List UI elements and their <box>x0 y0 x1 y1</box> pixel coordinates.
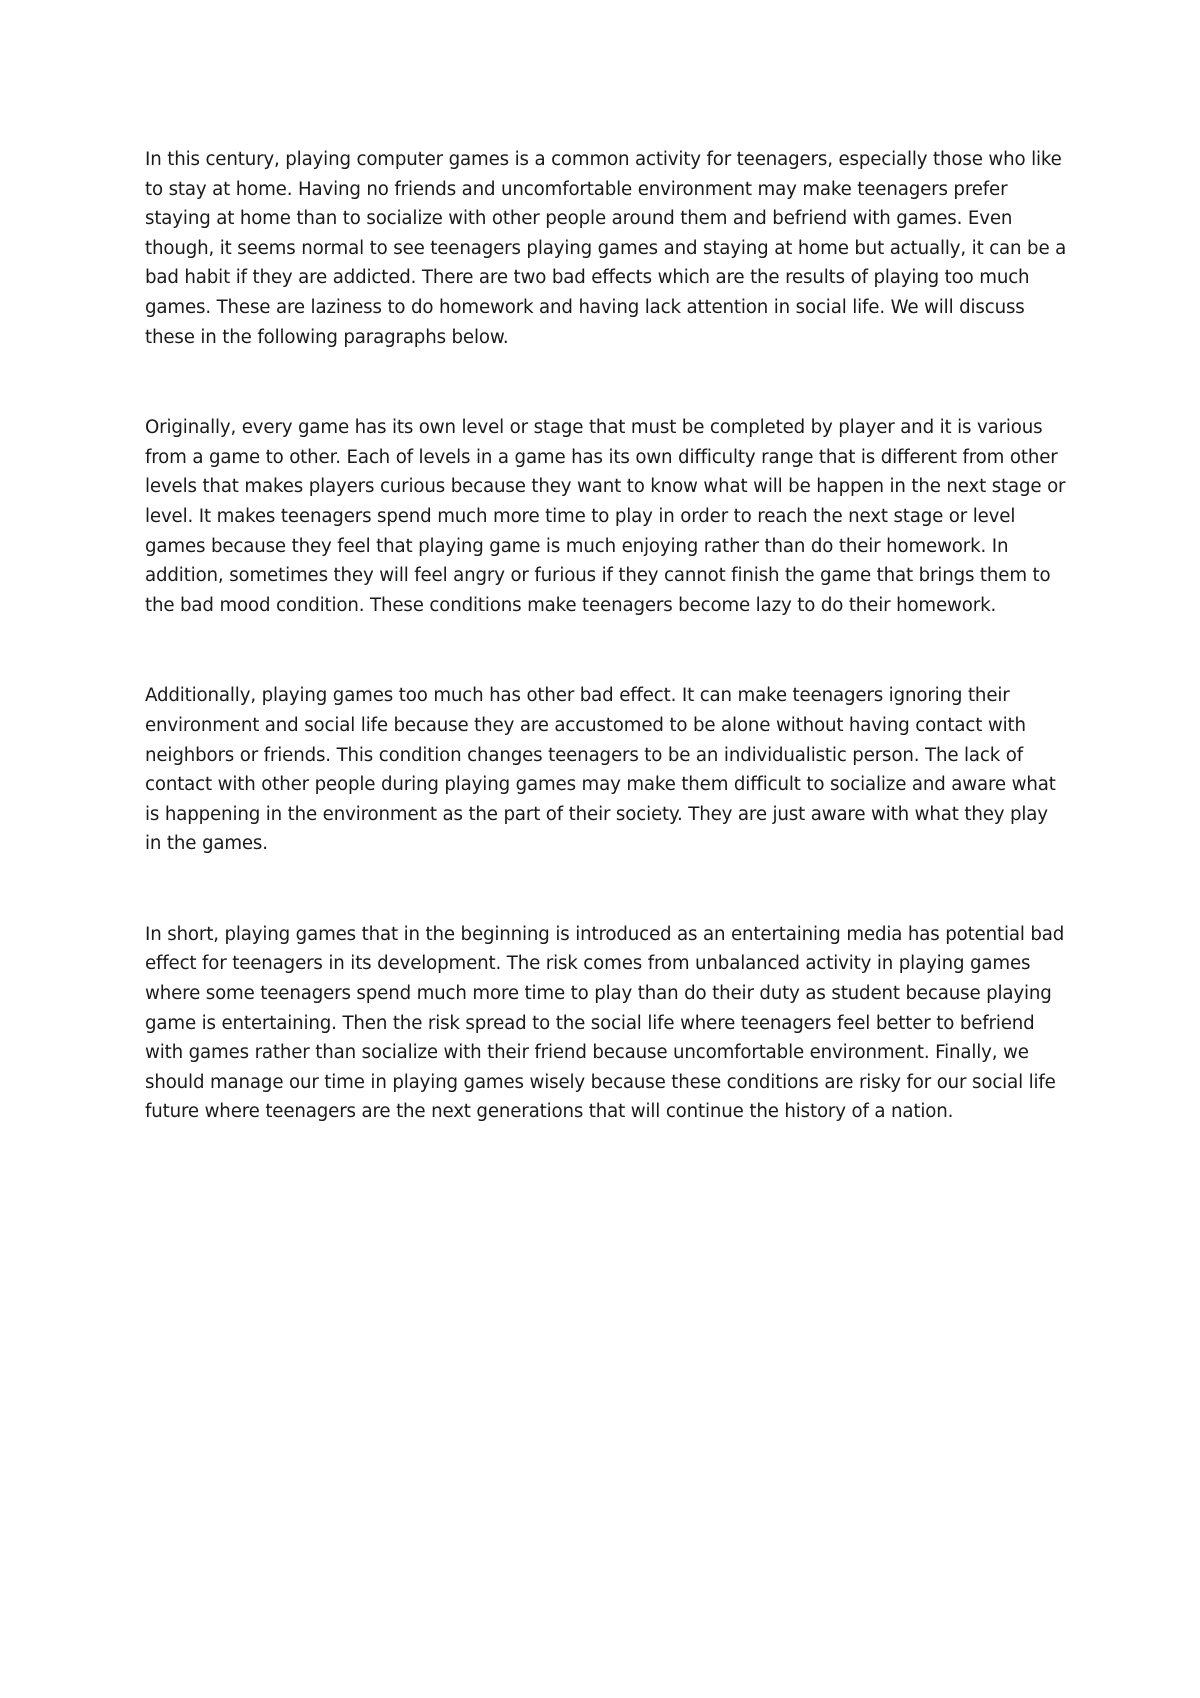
paragraph-social-life: Additionally, playing games too much has other bad effect. It can make teenagers ignoring their environment and social life because they are accustomed to be alone without having contact with neighbors or friends. This condition changes teenagers to be an individualistic person. The lack of contact with other people during playing games may make them difficult to socialize and aware what is happening in the environment as the part of their society. They are just aware with what they play in the games. <box>145 685 1056 855</box>
document-body <box>145 145 1067 1127</box>
paragraph-laziness: Originally, every game has its own level or stage that must be completed by player and it is various from a game to other. Each of levels in a game has its own difficulty range that is different from other levels that makes players curious because they want to know what will be happen in the next stage or level. It makes teenagers spend much more time to play in order to reach the next stage or level games because they feel that playing game is much enjoying rather than do their homework. In addition, sometimes they will feel angry or furious if they cannot finish the game that brings them to the bad mood condition. These conditions make teenagers become lazy to do their homework. <box>145 417 1066 616</box>
paragraph-conclusion: In short, playing games that in the beginning is introduced as an entertaining media has potential bad effect for teenagers in its development. The risk comes from unbalanced activity in playing games where some teenagers spend much more time to play than do their duty as student because playing game is entertaining. Then the risk spread to the social life where teenagers feel better to befriend with games rather than socialize with their friend because uncomfortable environment. Finally, we should manage our time in playing games wisely because these conditions are risky for our social life future where teenagers are the next generations that will continue the history of a nation. <box>145 923 1065 1123</box>
paragraph-introduction: In this century, playing computer games is a common activity for teenagers, especially those who like to stay at home. Having no friends and uncomfortable environment may make teenagers prefer staying at home than to socialize with other people around them and befriend with games. Even though, it seems normal to see teenagers playing games and staying at home but actually, it can be a bad habit if they are addicted. There are two bad effects which are the results of playing too much games. These are laziness to do homework and having lack attention in social life. We will discuss these in the following paragraphs below. <box>145 149 1067 348</box>
